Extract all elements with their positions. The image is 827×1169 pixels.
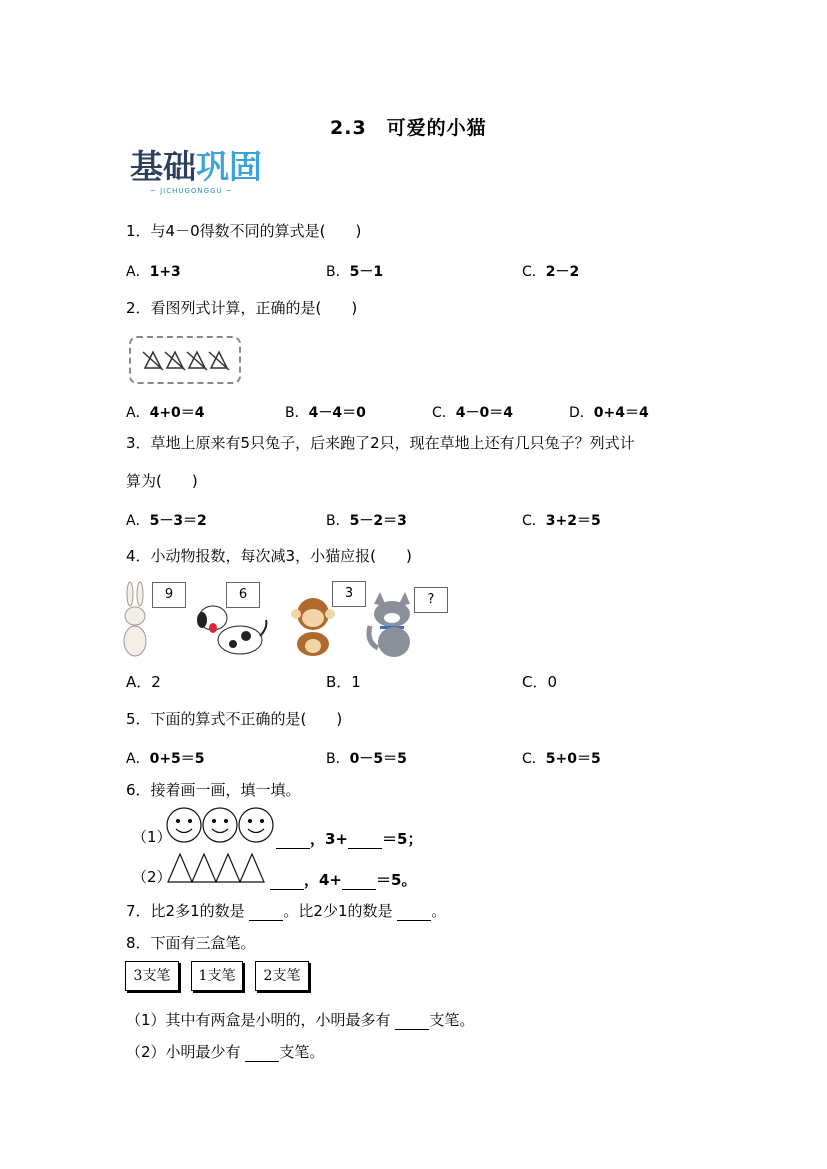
q4-stem: 4．小动物报数，每次减3，小猫应报( ) (126, 547, 412, 565)
q8-stem: 8．下面有三盒笔。 (126, 934, 256, 952)
pen-box-1: 3支笔 (125, 961, 179, 991)
q6-part2-blank1[interactable] (270, 871, 304, 890)
q8-part1: （1）其中有两盒是小明的，小明最多有 支笔。 (126, 1011, 475, 1029)
q1-option-a[interactable]: A．1+3 (126, 264, 181, 280)
q2-option-a[interactable]: A．4+0＝4 (126, 405, 205, 421)
q5-option-c[interactable]: C．5+0＝5 (522, 751, 601, 767)
monkey-speech-bubble: 3 (332, 581, 366, 607)
logo-text-blue: 巩固 (196, 147, 262, 186)
q7-blank2[interactable] (397, 902, 431, 921)
animals-figure (118, 578, 458, 660)
logo-text-dark: 基础 (130, 147, 196, 186)
cat-speech-bubble: ? (414, 587, 448, 613)
dog-speech-bubble: 6 (226, 582, 260, 608)
q2-option-b[interactable]: B．4－4＝0 (285, 405, 366, 421)
q3-option-c[interactable]: C．3+2＝5 (522, 513, 601, 529)
smiley-icon (166, 806, 276, 844)
q8-part2: （2）小明最少有 支笔。 (126, 1043, 325, 1061)
page-title: 2.3 可爱的小猫 (330, 117, 487, 139)
q3-option-a[interactable]: A．5－3＝2 (126, 513, 207, 529)
smiley-faces-figure (166, 806, 276, 848)
rabbit-icon (124, 582, 146, 656)
logo-subtitle: ~ JICHUGONGGU ~ (150, 187, 233, 195)
crossed-triangles-image (131, 338, 239, 382)
q2-option-c[interactable]: C．4－0＝4 (432, 405, 514, 421)
q6-part1-blank1[interactable] (276, 830, 310, 849)
cat-icon (369, 592, 410, 657)
q4-option-b[interactable]: B．1 (326, 673, 361, 691)
pen-box-2: 1支笔 (191, 961, 243, 991)
q3-stem-line2: 算为( ) (126, 472, 198, 490)
triangle-icon (166, 851, 268, 885)
rabbit-speech-bubble: 9 (152, 582, 186, 608)
triangles-figure (129, 336, 241, 384)
q5-option-a[interactable]: A．0+5＝5 (126, 751, 205, 767)
q5-stem: 5．下面的算式不正确的是( ) (126, 710, 343, 728)
q5-option-b[interactable]: B．0－5＝5 (326, 751, 407, 767)
triangles-row-figure (166, 851, 268, 889)
q1-option-c[interactable]: C．2－2 (522, 264, 580, 280)
q3-stem-line1: 3．草地上原来有5只兔子，后来跑了2只，现在草地上还有几只兔子？列式计 (126, 434, 635, 452)
dog-icon (197, 606, 266, 654)
q6-stem: 6．接着画一画，填一填。 (126, 781, 301, 799)
monkey-icon (291, 598, 335, 656)
section-logo (130, 147, 280, 197)
q8-part2-blank[interactable] (245, 1043, 279, 1062)
q8-part1-blank[interactable] (395, 1011, 429, 1030)
q6-part2-label: （2） (132, 868, 172, 886)
q7-blank1[interactable] (249, 902, 283, 921)
q6-part2-blank2[interactable] (342, 871, 376, 890)
q6-part1-blank2[interactable] (348, 830, 382, 849)
q1-option-b[interactable]: B．5－1 (326, 264, 384, 280)
q4-option-c[interactable]: C．0 (522, 673, 558, 691)
q4-option-a[interactable]: A．2 (126, 673, 161, 691)
q6-part1-answer: ，3+ ＝5； (276, 828, 422, 849)
q1-stem: 1．与4－0得数不同的算式是( ) (126, 222, 362, 240)
q6-part2-answer: ，4+ ＝5。 (270, 869, 416, 890)
q7-stem: 7．比2多1的数是 。比2少1的数是 。 (126, 902, 447, 920)
pen-box-3: 2支笔 (255, 961, 309, 991)
q2-stem: 2．看图列式计算，正确的是( ) (126, 299, 358, 317)
q2-option-d[interactable]: D．0+4＝4 (569, 405, 649, 421)
q3-option-b[interactable]: B．5－2＝3 (326, 513, 407, 529)
q6-part1-label: （1） (132, 828, 172, 846)
